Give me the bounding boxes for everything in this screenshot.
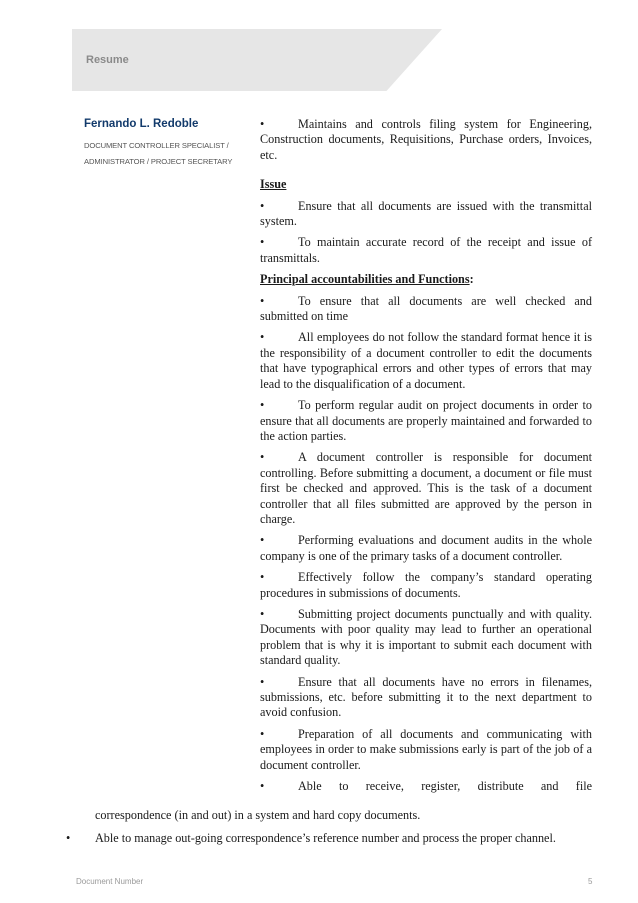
list-item-text: Effectively follow the company’s standard operating procedures in submissions of documents.: [260, 570, 592, 600]
role-line-2: ADMINISTRATOR / PROJECT SECRETARY: [84, 157, 233, 166]
list-item-text: To ensure that all documents are well checked and submitted on time: [260, 293, 592, 324]
profile-block: [84, 118, 254, 170]
list-item: [260, 727, 592, 773]
duties-column: [260, 117, 592, 794]
list-item-text: A document controller is responsible for document controlling. Before submitting a document, a document or file must first be checked and approved. This is the task of a document controller that all files submitted are approved by the person in charge.: [260, 450, 592, 526]
list-item-text: Submitting project documents punctually and with quality. Documents with poor quality may lead to further an operational problem that is why it is important to submit each document with standard quality.: [260, 606, 592, 668]
issue-list: [260, 199, 592, 267]
bullet: •: [260, 606, 265, 621]
bullet: •: [260, 235, 265, 250]
list-item-text: Able to receive, register, distribute and file: [298, 779, 592, 794]
bullet: •: [260, 450, 265, 465]
principal-list: [260, 294, 592, 773]
principal-heading-colon: :: [469, 272, 474, 287]
list-item-continuation: correspondence (in and out) in a system and hard copy documents.: [95, 808, 421, 822]
principal-heading-text: Principal accountabilities and Functions: [260, 272, 470, 287]
bullet: •: [260, 779, 265, 794]
list-item: [260, 294, 592, 325]
list-item-text: Ensure that all documents are issued with the transmittal system.: [260, 198, 592, 229]
bullet: •: [260, 330, 265, 345]
list-item-text: Able to manage out-going correspondence’s reference number and process the proper channel.: [95, 831, 556, 845]
bullet: •: [260, 674, 265, 689]
bullet: •: [260, 398, 265, 413]
list-item: [66, 831, 606, 846]
bullet: •: [260, 726, 265, 741]
list-item: [260, 779, 592, 794]
list-item-text: All employees do not follow the standard format hence it is the responsibility of a document controller to edit the documents that have typographical errors and other types of errors that may lead to the disqualification of a document.: [260, 330, 592, 391]
role-line-1: DOCUMENT CONTROLLER SPECIALIST /: [84, 141, 229, 150]
list-item-text: Preparation of all documents and communicating with employees in order to make submissions early is part of the job of a document controller.: [260, 726, 592, 772]
list-item-text: To perform regular audit on project documents in order to ensure that all documents are properly maintained and forwarded to the action parties.: [260, 398, 592, 443]
page-title: Resume: [86, 54, 129, 66]
list-item: [260, 330, 592, 392]
footer-document-number: Document Number: [76, 877, 144, 886]
principal-heading: [260, 272, 592, 287]
list-item: [260, 398, 592, 444]
list-item: [260, 235, 592, 266]
bullet: •: [260, 533, 265, 548]
list-item-text: Performing evaluations and document audits in the whole company is one of the primary tasks of a document controller.: [260, 533, 592, 563]
list-item: [260, 533, 592, 564]
list-item: [260, 675, 592, 721]
bullet: •: [260, 198, 265, 213]
list-item: [260, 199, 592, 230]
list-item-text: Ensure that all documents have no errors in filenames, submissions, etc. before submitting it to the next department to avoid confusion.: [260, 674, 592, 720]
bullet: •: [260, 293, 265, 308]
page-number: 5: [588, 877, 593, 886]
list-item: [260, 117, 592, 163]
candidate-name: Fernando L. Redoble: [84, 118, 199, 130]
list-item-text: Maintains and controls filing system for Engineering, Construction documents, Requisitions, Purchase orders, Invoices, etc.: [260, 117, 592, 162]
bullet: •: [260, 570, 265, 585]
bullet: •: [260, 117, 265, 131]
list-item: [260, 607, 592, 669]
list-item: [260, 570, 592, 601]
issue-heading: Issue: [260, 177, 287, 192]
bullet: •: [66, 831, 71, 845]
list-item-text: To maintain accurate record of the receipt and issue of transmittals.: [260, 235, 592, 265]
intro-list: [260, 117, 592, 163]
list-item: [260, 450, 592, 527]
